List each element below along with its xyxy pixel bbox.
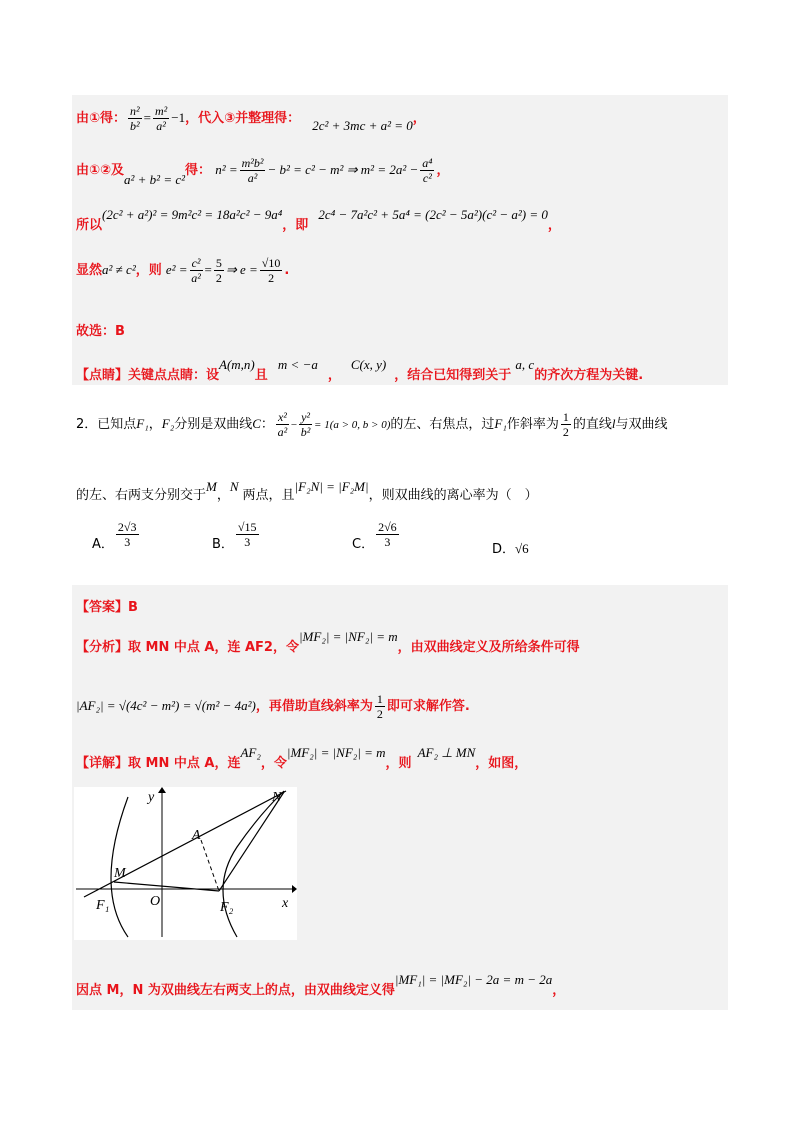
label-y: y: [148, 790, 155, 805]
choice-text: 故选：B: [76, 324, 125, 339]
label-F2: F₂: [220, 900, 234, 915]
solution-line-1: 由①得： $\frac{\text{n²}}{\text{b²}}$ = $\frac{\text{m²}}{\text{a²}}$ −1，代入③并整理得： 2c² + 3mc + a² = 0，: [76, 104, 426, 133]
solution-line-2: 由①②及a² + b² = c²得： n² = $\frac{\text{m²b²}}{\text{a²}}$ − b² = c² − m² ⇒ m² = 2a² − $\frac{\text{a⁴}}{\text{c²}}$ ，: [76, 156, 450, 187]
label-F1: F₁: [96, 898, 110, 913]
label-O: O: [150, 894, 161, 909]
problem-2-line-2: 的左、右两支分别交于M，N两点，且|F₂N| = |F₂M|，则双曲线的离心率为（ ）: [76, 479, 538, 503]
label-A: A: [192, 828, 201, 843]
fraction: $\frac{2√6}{3}$: [378, 520, 397, 549]
fraction: $\frac{1}{2}$: [376, 692, 383, 721]
fraction: $\frac{\text{m²}}{\text{a²}}$: [154, 104, 168, 133]
hyperbola-figure: [74, 787, 297, 940]
answer-text: 【答案】B: [76, 600, 138, 615]
fraction: $\frac{\text{x²}}{\text{a²}}$: [277, 410, 288, 439]
fraction: $\frac{\text{y²}}{\text{b²}}$: [300, 410, 311, 439]
analysis-line-2: |AF₂| = √(4c² − m²) = √(m² − 4a²)，再借助直线斜率为 $\frac{1}{2}$ 即可求解作答.: [76, 692, 470, 721]
analysis-line-1: 【分析】取 MN 中点 A，连 AF2，令|MF₂| = |NF₂| = m，由双曲线定义及所给条件可得: [76, 629, 580, 655]
problem-2-line-1: 2．已知点F₁，F₂分别是双曲线C： $\frac{\text{x²}}{\text{a²}}$ − $\frac{\text{y²}}{\text{b²}}$ = 1(a > 0, b > 0)的左、右焦点，过F₁作斜率为 $\frac{1}{2}$ 的直线l与双曲线: [76, 410, 668, 439]
fraction: $\frac{√10}{2}$: [261, 256, 281, 285]
solution-line-3: 所以(2c² + a²)² = 9m²c² = 18a²c² − 9a⁴，即 2c⁴ − 7a²c² + 5a⁴ = (2c² − 5a²)(c² − a²) = 0，: [76, 207, 561, 233]
fraction: $\frac{\text{m²b²}}{\text{a²}}$: [241, 156, 264, 185]
label-N: N: [272, 790, 282, 805]
last-line: 因点 M，N 为双曲线左右两支上的点，由双曲线定义得|MF₁| = |MF₂| − 2a = m − 2a，: [76, 972, 566, 998]
fraction: $\frac{\text{n²}}{\text{b²}}$: [130, 104, 140, 133]
detail-line: 【详解】取 MN 中点 A，连AF₂，令|MF₂| = |NF₂| = m，则AF₂ ⊥ MN，如图，: [76, 745, 528, 771]
fraction: $\frac{5}{2}$: [215, 256, 222, 285]
fraction: $\frac{2√3}{3}$: [117, 520, 137, 549]
option-b[interactable]: B． $\frac{√15}{3}$: [212, 520, 257, 552]
fraction: $\frac{1}{2}$: [562, 410, 569, 439]
tip-line: 【点睛】关键点点睛：设A(m,n)且 m < −a，C(x, y)，结合已知得到关于 a, c的齐次方程为关键.: [76, 357, 644, 383]
solution-panel-1: [72, 95, 728, 385]
fraction: $\frac{\text{c²}}{\text{a²}}$: [191, 256, 201, 285]
fraction: $\frac{√15}{3}$: [237, 520, 257, 549]
option-c[interactable]: C． $\frac{2√6}{3}$: [352, 520, 397, 552]
option-d[interactable]: D．√6: [492, 541, 529, 557]
solution-line-4: 显然a² ≠ c²，则 e² = $\frac{\text{c²}}{\text{a²}}$ = $\frac{5}{2}$ ⇒ e = $\frac{√10}{2}$ .: [76, 256, 290, 285]
label-M: M: [114, 866, 126, 881]
label-x: x: [282, 896, 289, 911]
option-a[interactable]: A． $\frac{2√3}{3}$: [92, 520, 137, 552]
fraction: $\frac{\text{a⁴}}{\text{c²}}$: [422, 156, 433, 185]
